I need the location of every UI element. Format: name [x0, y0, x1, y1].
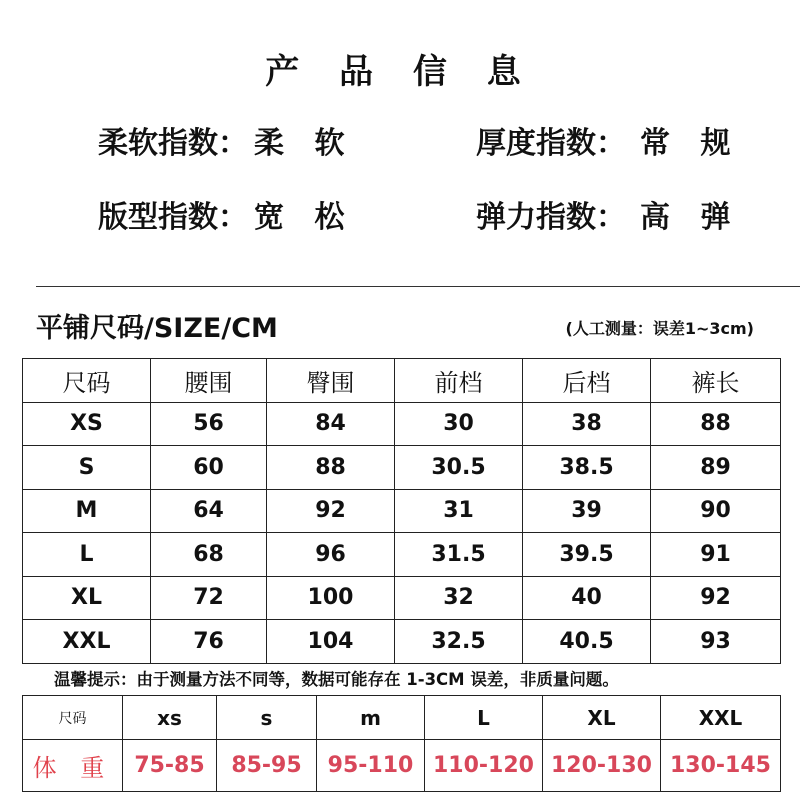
table-cell: 30.5 [395, 446, 523, 490]
table-cell: 32 [395, 576, 523, 620]
table-cell: 56 [151, 402, 267, 446]
table-cell: 90 [651, 489, 781, 533]
weight-cell: 130-145 [661, 740, 781, 792]
header-cell: XXL [661, 696, 781, 740]
table-cell: 92 [651, 576, 781, 620]
weight-cell: 110-120 [425, 740, 543, 792]
attribute-value: 柔 软 [254, 126, 355, 161]
table-cell: 68 [151, 533, 267, 577]
header-cell: xs [123, 696, 217, 740]
weight-row [23, 740, 781, 792]
table-row [23, 446, 781, 490]
table-cell: 104 [267, 620, 395, 664]
table-cell: 84 [267, 402, 395, 446]
table-cell: 32.5 [395, 620, 523, 664]
attribute-value: 高 弹 [640, 200, 741, 235]
header-cell: m [317, 696, 425, 740]
table-cell: XXL [23, 620, 151, 664]
table-cell: 31.5 [395, 533, 523, 577]
attribute-elasticity [476, 192, 740, 236]
table-cell: 39.5 [523, 533, 651, 577]
weight-cell: 85-95 [217, 740, 317, 792]
header-cell: 尺码 [23, 359, 151, 403]
table-cell: L [23, 533, 151, 577]
attribute-thickness [476, 118, 740, 162]
header-cell: s [217, 696, 317, 740]
attribute-value: 宽 松 [254, 200, 355, 235]
table-row [23, 576, 781, 620]
table-cell: 64 [151, 489, 267, 533]
header-cell: 后档 [523, 359, 651, 403]
measurement-tip: 温馨提示：由于测量方法不同等，数据可能存在 1-3CM 误差，非质量问题。 [54, 670, 619, 689]
header-cell: XL [543, 696, 661, 740]
weight-table [22, 695, 781, 792]
weight-cell: 120-130 [543, 740, 661, 792]
table-cell: 96 [267, 533, 395, 577]
table-cell: 40.5 [523, 620, 651, 664]
table-cell: 40 [523, 576, 651, 620]
size-table-header [23, 359, 781, 403]
table-cell: 39 [523, 489, 651, 533]
weight-cell: 95-110 [317, 740, 425, 792]
header-cell: 尺码 [23, 696, 123, 740]
header-cell: 腰围 [151, 359, 267, 403]
header-cell: 前档 [395, 359, 523, 403]
table-cell: 89 [651, 446, 781, 490]
table-cell: 38 [523, 402, 651, 446]
header-cell: L [425, 696, 543, 740]
attribute-value: 常 规 [640, 126, 741, 161]
table-cell: 100 [267, 576, 395, 620]
table-row [23, 489, 781, 533]
weight-cell: 75-85 [123, 740, 217, 792]
table-cell: 92 [267, 489, 395, 533]
table-cell: 60 [151, 446, 267, 490]
measurement-note: (人工测量：误差1~3cm) [565, 319, 754, 338]
table-row [23, 533, 781, 577]
attribute-label: 厚度指数： [476, 126, 626, 161]
table-cell: XL [23, 576, 151, 620]
table-cell: 88 [651, 402, 781, 446]
table-cell: 72 [151, 576, 267, 620]
table-row [23, 620, 781, 664]
attribute-label: 柔软指数： [98, 126, 248, 161]
table-cell: 76 [151, 620, 267, 664]
section-divider [36, 286, 800, 287]
table-cell: 93 [651, 620, 781, 664]
table-cell: XS [23, 402, 151, 446]
table-cell: M [23, 489, 151, 533]
table-cell: 91 [651, 533, 781, 577]
header-cell: 臀围 [267, 359, 395, 403]
header-cell: 裤长 [651, 359, 781, 403]
size-section-title: 平铺尺码/SIZE/CM [36, 313, 278, 344]
table-cell: S [23, 446, 151, 490]
table-cell: 31 [395, 489, 523, 533]
table-cell: 30 [395, 402, 523, 446]
attribute-label: 弹力指数： [476, 200, 626, 235]
table-row [23, 402, 781, 446]
attribute-label: 版型指数： [98, 200, 248, 235]
page-title: 产 品 信 息 [265, 52, 535, 92]
weight-label: 体 重 [23, 740, 123, 792]
size-table [22, 358, 781, 664]
table-cell: 88 [267, 446, 395, 490]
weight-table-header [23, 696, 781, 740]
attribute-fit [98, 192, 354, 236]
attribute-softness [98, 118, 354, 162]
table-cell: 38.5 [523, 446, 651, 490]
